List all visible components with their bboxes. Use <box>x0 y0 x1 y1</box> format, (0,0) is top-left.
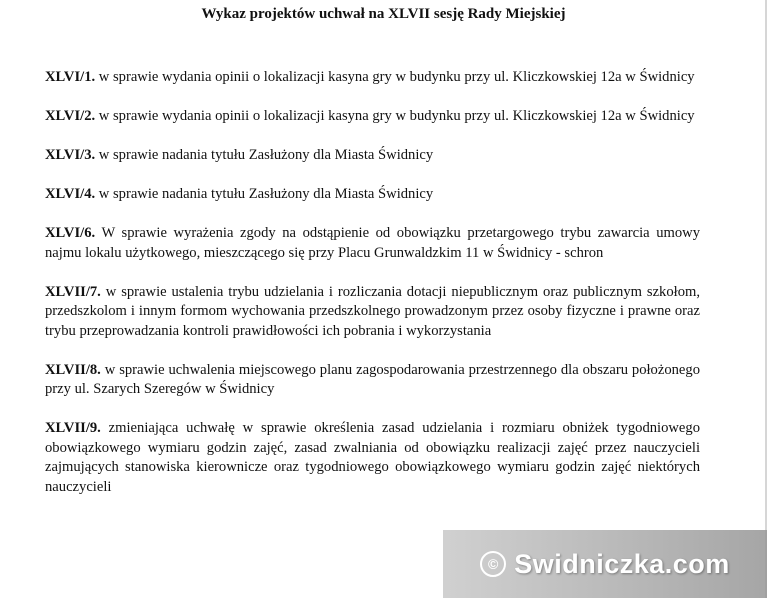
resolution-item <box>45 185 700 205</box>
watermark <box>443 530 767 598</box>
resolution-item <box>45 146 700 166</box>
resolution-text: w sprawie ustalenia trybu udzielania i rozliczania dotacji niepublicznym oraz publicznym szkołom, przedszkolom i innym formom wychowania przedszkolnego prowadzonym przez osoby fizyczne i prawne oraz trybu przeprowadzania kontroli prawidłowości ich pobrania i wykorzystania <box>45 283 700 339</box>
watermark-text: Swidniczka.com <box>514 548 730 579</box>
resolution-number: XLVII/7. <box>45 283 101 300</box>
copyright-icon: © <box>480 551 506 577</box>
resolution-number: XLVII/8. <box>45 361 101 378</box>
resolution-number: XLVII/9. <box>45 420 101 436</box>
resolution-text: w sprawie nadania tytułu Zasłużony dla Miasta Świdnicy <box>95 147 434 163</box>
resolution-number: XLVI/4. <box>45 186 96 202</box>
resolution-text: W sprawie wyrażenia zgody na odstąpienie od obowiązku przetargowego trybu zawarcia umowy najmu lokalu użytkowego, mieszczącego się przy Placu Grunwaldzkim 11 w Świdnicy - schron <box>45 225 700 261</box>
resolution-number: XLVI/1. <box>45 69 96 85</box>
resolution-text: w sprawie wydania opinii o lokalizacji kasyna gry w budynku przy ul. Kliczkowskiej 12a w Świdnicy <box>95 108 695 124</box>
document-title: Wykaz projektów uchwał na XLVII sesję Rady Miejskiej <box>201 6 566 22</box>
resolution-item <box>45 107 700 127</box>
resolution-text: w sprawie wydania opinii o lokalizacji kasyna gry w budynku przy ul. Kliczkowskiej 12a w Świdnicy <box>95 69 695 85</box>
resolution-item <box>45 419 700 497</box>
resolution-text: w sprawie nadania tytułu Zasłużony dla Miasta Świdnicy <box>95 186 434 202</box>
resolution-item <box>45 224 700 263</box>
resolution-text: zmieniająca uchwałę w sprawie określenia zasad udzielania i rozmiaru obniżek tygodniowego obowiązkowego wymiaru godzin zajęć, zasad zwalniania od obowiązku realizacji zajęć przez nauczycieli zajmujących stanowiska kierownicze oraz tygodniowego obowiązkowego wymiaru godzin zajęć niektórych nauczycieli <box>45 420 700 495</box>
resolution-item <box>45 68 700 88</box>
resolution-item <box>45 283 700 342</box>
resolution-text: w sprawie uchwalenia miejscowego planu zagospodarowania przestrzennego dla obszaru położonego przy ul. Szarych Szeregów w Świdnicy <box>45 361 700 397</box>
resolution-number: XLVI/2. <box>45 108 96 124</box>
resolution-list <box>45 68 700 497</box>
resolution-item <box>45 361 700 400</box>
resolution-number: XLVI/3. <box>45 147 96 163</box>
resolution-number: XLVI/6. <box>45 225 96 241</box>
